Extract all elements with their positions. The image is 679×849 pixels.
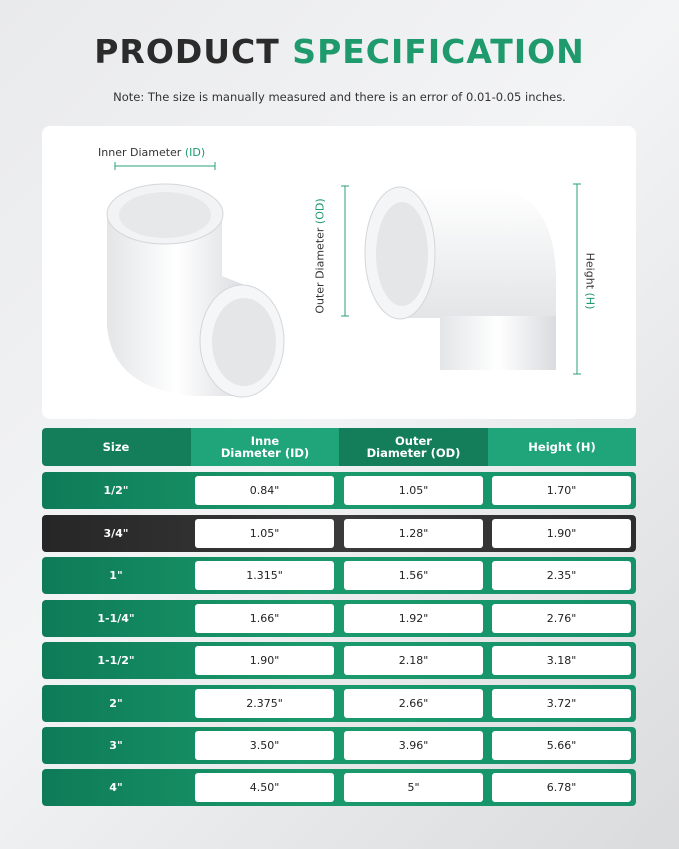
outer-diameter-cell: 3.96" [344, 731, 483, 760]
inner-diameter-abbr: (ID) [184, 146, 206, 159]
size-cell: 1" [109, 569, 123, 582]
inner-diameter-cell: 2.375" [195, 689, 334, 718]
height-label [584, 253, 597, 310]
inner-diameter-cell: 3.50" [195, 731, 334, 760]
outer-diameter-cell: 2.18" [344, 646, 483, 675]
header-id-line2: Diameter (ID) [220, 446, 310, 460]
height-cell: 2.76" [492, 604, 631, 633]
size-cell: 4" [109, 781, 123, 794]
height-cell: 3.72" [492, 689, 631, 718]
outer-diameter-cell: 1.05" [344, 476, 483, 505]
inner-diameter-cell: 0.84" [195, 476, 334, 505]
table-row [42, 727, 636, 764]
title-part-product: PRODUCT [94, 32, 280, 71]
header-size-text: Size [102, 440, 130, 454]
measurement-note: Note: The size is manually measured and there is an error of 0.01-0.05 inches. [113, 90, 566, 104]
inner-diameter-cell: 1.315" [195, 561, 334, 590]
right-elbow-icon [341, 184, 581, 374]
size-cell: 1-1/4" [97, 612, 135, 625]
left-elbow-icon [107, 162, 284, 397]
height-text: Height [583, 252, 597, 293]
table-row [42, 642, 636, 679]
header-id-line1: Inne [250, 434, 280, 448]
height-abbr: (H) [583, 292, 597, 310]
outer-diameter-cell: 5" [344, 773, 483, 802]
inner-diameter-cell: 4.50" [195, 773, 334, 802]
header-od-line1: Outer [395, 434, 432, 448]
table-row [42, 557, 636, 594]
height-cell: 3.18" [492, 646, 631, 675]
size-cell: 2" [109, 697, 123, 710]
table-header-row [42, 428, 636, 466]
header-od-line2: Diameter (OD) [366, 446, 461, 460]
height-cell: 6.78" [492, 773, 631, 802]
header-height [488, 428, 636, 466]
size-cell: 1/2" [103, 484, 129, 497]
table-row [42, 515, 636, 552]
size-cell: 1-1/2" [97, 654, 135, 667]
inner-diameter-label [98, 146, 205, 159]
table-row [42, 600, 636, 637]
height-cell: 1.90" [492, 519, 631, 548]
inner-diameter-cell: 1.90" [195, 646, 334, 675]
table-row [42, 472, 636, 509]
size-cell: 3" [109, 739, 123, 752]
header-size [42, 428, 190, 466]
page-title [0, 32, 679, 71]
inner-diameter-cell: 1.05" [195, 519, 334, 548]
table-row [42, 769, 636, 806]
height-cell: 1.70" [492, 476, 631, 505]
height-cell: 5.66" [492, 731, 631, 760]
elbow-fittings-illustration [42, 126, 636, 419]
outer-diameter-label [314, 198, 327, 313]
title-part-specification: SPECIFICATION [292, 32, 585, 71]
outer-diameter-cell: 1.28" [344, 519, 483, 548]
outer-diameter-text: Outer Diameter [313, 224, 327, 314]
outer-diameter-cell: 1.56" [344, 561, 483, 590]
outer-diameter-abbr: (OD) [313, 198, 327, 225]
header-inner-diameter [191, 428, 339, 466]
inner-diameter-cell: 1.66" [195, 604, 334, 633]
size-cell: 3/4" [103, 527, 129, 540]
product-photo-panel [42, 126, 636, 419]
header-outer-diameter [339, 428, 488, 466]
table-row [42, 685, 636, 722]
inner-diameter-text: Inner Diameter [98, 146, 185, 159]
header-height-text: Height (H) [528, 440, 596, 454]
outer-diameter-cell: 2.66" [344, 689, 483, 718]
height-cell: 2.35" [492, 561, 631, 590]
outer-diameter-cell: 1.92" [344, 604, 483, 633]
